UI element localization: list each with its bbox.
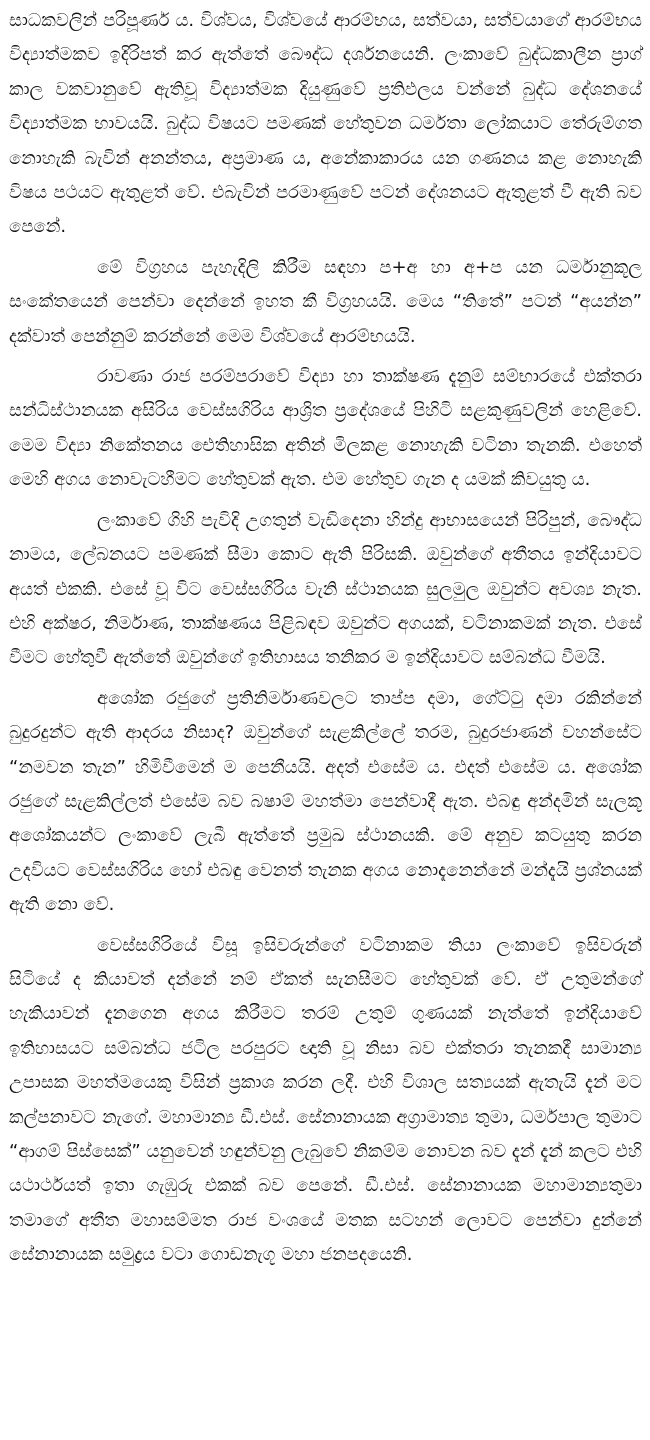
- paragraph-symbol-analysis: මේ විග්‍රහය පැහැදිලි කිරීම සඳහා ප+අ හා අ+ප යන ධර්මානුකූල සංකේතයෙන් පෙන්වා දෙන්නේ ඉහත කී විග්‍රහයයි. මෙය “තිතේ” පටන් “අයන්න” දක්වාත් පෙන්නුම් කරන්නේ මෙම විශ්වයේ ආරම්භයයි.: [9, 256, 642, 347]
- paragraph-educated-elite: ලංකාවේ ගිහි පැවිදි උගතුන් වැඩිදෙනා හින්දු ආභාසයෙන් පිරිපුන්, බෞද්ධ නාමය, ලේබනයට පමණක් සීමා කොට ඇති පිරිසකි. ඔවුන්ගේ අතීතය ඉන්දියාවට අයත් එකකි. එසේ වූ විට වෙස්සගිරිය වැනි ස්ථානයක සුලමුල ඔවුන්ට අවශ්‍ය නැත. එහි අක්ෂර, නිර්මාණ, තාක්ෂණය පිළිබඳව ඔවුන්ට අගයක්, වටිනාකමක් නැත. එසේ වීමට හේතුවී ඇත්තේ ඔවුන්ගේ ඉතිහාසය තනිකර ම ඉන්දියාවට සම්බන්ධ වීමයි.: [9, 509, 642, 669]
- paragraph-origins-of-universe: සාධකවලින් පරිපූර්ණ ය. විශ්වය, විශ්වයේ ආරම්භය, සත්වයා, සත්වයාගේ ආරම්භය විද්‍යාත්මකව ඉදිරිපත් කර ඇත්තේ බෞද්ධ දර්ශනයෙනි. ලංකාවේ බුද්ධකාලීන ප්‍රාග් කාල වකවානුවේ ඇතිවූ විද්‍යාත්මක දියුණුවේ ප්‍රතිඵලය වන්නේ බුද්ධ දේශනයේ විද්‍යාත්මක භාවයයි. බුද්ධ විෂයට පමණක් හේතුවන ධර්මතා ලෝකයාට තේරුම්ගත නොහැකි බැවින් අනන්තය, අප්‍රමාණ ය, අනේකාකාරය යන ගණනය කළ නොහැකි විෂය පථයට ඇතුළත් වේ. එබැවින් පරමාණුවේ පටන් දේශනයට ඇතුළත් වී ඇති බව පෙනේ.: [9, 10, 642, 238]
- paragraph-ashoka: අශෝක රජුගේ ප්‍රතිනිර්මාණවලට තාප්ප දමා, ගේට්ටු දමා රකින්නේ බුදුරදුන්ට ඇති ආදරය නිසාද? ඔවුන්ගේ සැළකිල්ලේ තරම, බුදුරජාණන් වහන්සේට “නමවන තැන” හිමිවීමෙන් ම පෙනීයයි. අදත් එසේම ය. එදත් එසේම ය. අශෝක රජුගේ සැළකිල්ලත් එසේම බව බෂාම් මහත්මා පෙන්වාදී ඇත. එබඳු අන්දමින් සැලකූ අශෝකයන්ට ලංකාවේ ලැබී ඇත්තේ ප්‍රමුඛ ස්ථානයකි. මේ අනුව කටයුතු කරන උදවියට වෙස්සගිරිය හෝ එබඳු වෙනත් තැනක අගය නොදැනෙන්නේ මන්දැයි ප්‍රශ්නයක් ඇති නො වේ.: [9, 687, 642, 916]
- paragraph-vessagiriya-heritage: රාවණා රාජ පරම්පරාවේ විද්‍යා හා තාක්ෂණ දැනුම් සම්භාරයේ එක්තරා සන්ධිස්ථානයක අසිරිය වෙස්සගිරිය ආශ්‍රිත ප්‍රදේශයේ පිහිටි සළකුණුවලින් හෙළිවේ. මෙම විද්‍යා නිකේතනය ඓතිහාසික අතින් මිලකළ නොහැකි වටිනා තැනකි. එහෙත් මෙහි අගය නොවැටහීමට හේතුවක් ඇත. එම හේතුව ගැන ද යමක් කිවයුතු ය.: [9, 366, 642, 491]
- paragraph-sages-of-lanka: වෙස්සගිරියේ විසූ ඉසිවරුන්ගේ වටිනාකම තියා ලංකාවේ ඉසිවරුන් සිටියේ ද කියාවත් දන්නේ නම් ඒකත් සැනසීමට හේතුවක් වේ. ඒ උතුමන්ගේ හැකියාවන් දැනගෙන අගය කිරීමට තරම් උතුම් ගුණයක් නැත්තේ ඉන්දියාවේ ඉතිහාසයට සම්බන්ධ ජටිල පරපුරට ඥාති වූ නිසා බව එක්තරා තැනකදී සාමාන්‍ය උපාසක මහත්මයෙකු විසින් ප්‍රකාශ කරන ලදී. එහි විශාල සත්‍යයක් ඇතැයි දැන් මට කල්පනාවට නැගේ. මහාමාන්‍ය ඩී.එස්. සේනානායක අග්‍රාමාත්‍ය තුමා, ධර්මපාල තුමාට “ආගම් පිස්සෙක්” යනුවෙන් හඳුන්වනු ලැබුවේ නිකම්ම නොවන බව දැන් දැන් කලට එහි යථාර්ථයත් ඉතා ගැඹුරු එකක් බව පෙනේ. ඩී.එස්. සේනානායක මහාමාන්‍යතුමා තමාගේ අතීත මහාසම්මත රාජ වංශයේ මතක සටහන් ලොවට පෙන්වා දුන්නේ සේනානායක සමුද්‍රය වටා ගොඩනැගූ මහා ජනපදයෙනි.: [9, 934, 642, 1266]
